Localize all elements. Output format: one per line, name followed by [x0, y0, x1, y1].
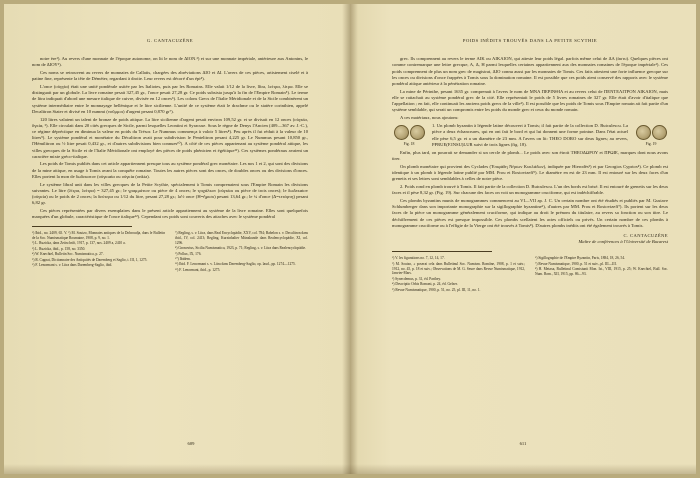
- coin-reverse-image: [410, 125, 425, 140]
- coin-description: 1. Un plomb byzantin à légende latine découvert à Tomis; il fait partie de la collection D. Butculescu. La pièce a deux échancrures, qui en ont fait le bord et qui lui donnent une forme pointue. Dans l'état actuel elle pèse 6,5 gr. et a un diamètre de 23 mm. A l'avers on lit: THEO DORO sur deux lignes; au revers, PPRUE(F.INSU)LUR suivi de trois lignes (fig. 18).: [432, 123, 628, 147]
- footnote: ¹) Ibid., no. 2409, 65. V. ²) M. Soutzo, Monnaies antiques de la Dobroudja, dans le Bulletin de la Soc. Numismatique Roumaine, 1908, p. 9, no. 1.: [32, 231, 165, 241]
- figure-19: [634, 125, 668, 147]
- page-shadow: [4, 464, 696, 474]
- paragraph: 120 litres valaient un talent de bronze de poids attique. La litre sicilienne d'argent pesait environ 109,52 gr. et se divisait en 12 onces (οὐγκία, ὄγκία, ³). Elle circulait dans 20 cités grecques de Sicile, parmi lesquelles Leontini et Syracuse. Sous le règne de Denys l'Ancien (409—367 av. J.-C.), ce régime dépréciique en diminua la valeur en poids du Trésor. Le Nummus commença à valoir 5 litres⁸). Peu après il fut réduit à la valeur de 10 litres⁹). Le système pondéral et monétaire du Décalitron avait pour subdivision le Pentelitron pesant 4,225 gr. Le Nummus pesant 10,850 gr., l'Hémilitron ou ½ litre pesait 0,432 gr., et d'autres subdivisions bien connues¹⁰). A côté de ces pièces appartenant au système pondéral attique, les villes grecques de la Sicile et de l'Italie Méridionale ont employé des pièces de poids phénicien et égéitique¹¹). Ces systèmes pondéraux avaient un caractère mixte gréco-italique.: [32, 116, 308, 159]
- paragraph: notre ère¹). Au revers d'une monnaie de l'époque autonome, on lit le nom de ΔΙΟΝ.²) et sur une monnaie impériale, antérieure aux Antonins, le nom de ΔΙΟΥ³).: [32, 56, 308, 68]
- footnote-column: [32, 231, 165, 273]
- paragraph: A ces matériaux, nous ajoutons:: [400, 115, 459, 121]
- footnote-column: [535, 256, 668, 293]
- coin-reverse-image: [652, 125, 667, 140]
- footnote: ³) L. Ruzicka, ibid., p. 158, no. 3350.: [32, 246, 86, 251]
- coin-entry: [392, 123, 668, 148]
- footnote: ⁴) Descriptio Orbis Romani, p. 24, éd. Gelzer.: [392, 282, 458, 287]
- footnote: ³) Synecdemus, p. 31, éd. Parthey.: [392, 276, 441, 281]
- footnote: ⁶) Sigillographie de l'Empire Byzantin, Paris, 1884, 18, 26, 54.: [535, 256, 626, 261]
- book-gutter: [342, 4, 358, 474]
- figure-caption: Fig. 19: [645, 141, 657, 146]
- footnote: ⁸) H. Metaxa, Bulletinul Comisiunii Mon. Ist., VIII, 1915, p. 25; W. Knechtel, Bull. Soc. Num. Rom., XII, 1915, pp. 86—93.: [535, 267, 668, 276]
- author-name: C. CANTACUZÈNE: [623, 232, 668, 238]
- footnotes-right: [392, 256, 668, 293]
- running-head-left: G. CANTACUZÈNE: [146, 38, 194, 43]
- footnote: ¹²) F. Lenormant, ibid., p. 1275.: [175, 267, 221, 272]
- coin-obverse-image: [394, 125, 409, 140]
- footnote: ⁷) Revue Numismatique, 1900, p. 51 et suiv., pl. III—III.: [535, 261, 617, 266]
- page-number-right: 611: [519, 440, 527, 446]
- book-spread: [4, 4, 696, 474]
- left-page: [4, 4, 350, 474]
- paragraph: 2. Poids rond en plomb trouvé à Tomis. Il fait partie de la collection D. Butculescu. L'un des bords est brisé. Il est entouré de grenetis sur les deux faces et il pèse 8,32 gr. (Fig. 19). Sur chacune des faces on voit un monogramme cruciforme, qui est indéchiffrable.: [392, 184, 668, 196]
- footnote-rule: [392, 251, 492, 252]
- footnote: ¹⁰) Ibidem.: [175, 257, 191, 262]
- coin-images: [394, 125, 425, 140]
- page-number-left: 609: [187, 440, 195, 446]
- figure-caption: Fig. 18: [403, 141, 415, 146]
- footnote: ⁵) R. Cagnat, Dictionnaire des Antiquités de Daremberg et Saglio, t. III, 1, 1275.: [32, 257, 148, 262]
- footnote: ⁹) Pollux, IX, 176.: [175, 251, 202, 256]
- right-page: [350, 4, 696, 474]
- footnote: ²) M. Soutzo, « poserai cela dans Bulletinul Soc. Numism. Române, 1908, p. 1 et suiv.; 1912, no. 45, p. 18 et suiv.; Observations de M. G. Seure dans Revue Numismatique, 1912, Janvier-Mars.: [392, 261, 525, 276]
- right-body: [392, 56, 668, 229]
- footnotes-left: [32, 231, 308, 273]
- footnote: ⁸) Gronovius, Sicilia Numismatica, 1923, p. 71; Regling, s. v. Litra dans Realencyclopädie.: [175, 246, 306, 251]
- footnote: ⁷) Regling, s. v. Litra, dans Real Encyclopädie, XXV, col. 784; Babelon s. v. Decalitron dans ibid., IV, col. 2413; Regling, Kurzinhalter Münzkunde dans Realencyclopädie, XI, col. 1296.: [175, 231, 308, 245]
- paragraph: Le système libral unit dans les villes grecques de la Petite Scythie, spécialement à Tomis comprenaient sous l'Empire Romain les divisions suivantes. Le litre (λίτρα, λείτρα) = 327,45 gr.; le γραμμάτιον ou pièce de 4 onces; le τριχάλκον (οὐγκίαι ou pièce de trois onces); le δωδεκαtov (οὐγκία) ou le poids de 2 onces; la δεύτερα ou 1/12 du litre, pesant 27,28 gr.; la½ once (H=ἥμισυ) pesant 13,64 gr.; le ¼ d'once (Δ=τετάρτη) pesant 6,82 gr.: [32, 181, 308, 206]
- paragraph: Enfin, plus tard, on pourrait se demander si un cercle de plomb... Le poids avec son étroit ΤΗΕΟΔΩΡΟΥ et ΠΡΩΙΕ, marques dont nous avons tirer.: [392, 150, 668, 162]
- paragraph: L'once (οὐγγία) était une unité pondérale usitée par les Italiotes, puis par les Romains. Elle valait 1/12 de la livre, lîtra, λείτρα, λίτρα. Elle se distinguait par un globule. La livre romaine pesait 327,45 gr., l'once pesait 27,28 gr. Ce poids subsista jusqu'à la fin de l'Empire Romain⁵). Le terme de litra indiquait d'abord une mesure italique de cuivre, divisée en 12 onces⁶). Les colons Grecs de l'Italie Méridionale et de la Sicile combinèrent un système intermédiaire entre le monnayage hellénique et le litre sicilienne. L'unité de ce système était le drachme ou le statère corinthien, appelé Decalitron Stater et divisé en 10 nummi (νοῦμμοι) d'argent pesant 0,870 gr⁷).: [32, 84, 308, 114]
- paragraph: grec. Ils comprennent au revers le terme ΑΙΚ ou ΑΙΚΑΙΟΝ, qui atteste leur poids légal. parfois même celui de ΔΑ (ἀστυ). Quelques pièces ont comme contremarque une lettre grecque, A, Δ, H parmi lesquelles certaines appartiennent aux des monnaies romaines de l'époque impériale¹). Ces poids comprennent de plus un nom grec de magistrat, ΔΙΟ connu aussi par les monnaies de Tomis. Ces faits attestent une forte influence grecque sur les onces ou divisions d'once frappées à Tomis sous la domination romaine. Il est possible que ces poids aient conservé des rapports avec le système pondéral attique antérieur à la pénétration romaine.: [392, 56, 668, 87]
- footnote: ⁵) Revue Numismatique, 1900, p. 51, no. 25, pl. III, 11, no. 1.: [392, 287, 481, 292]
- paragraph: On plomb monétaire qui provient des Cyclades (Ἐπιφάδη Νήσων Κυκλάδων), indiquée par Hierodès³) et par Georgios Cyprios⁴). Ce plomb est identique à un plomb à légende latine publié par MM. Prou et Rostovtzeff⁵). Le diamètre en est de 23 mm. Il est entouré sur les deux faces d'un grenetis et ses lettres sont semblables à celles de notre pièce.: [392, 163, 668, 182]
- paragraph: Ces pièces représentées par divers exemplaires dans le présent article appartiennent au système de la livre romaine. Elles sont quelquefois marquées d'un globule, caractéristique de l'once italique¹²). Cependant ces poids sont couverts des attaches avec le système pondéral: [32, 207, 308, 220]
- paragraph: Ces plombs byzantins munis de monogrammes commencent au VI—VII ap. J. C. Un certain nombre ont été étudiés et publiés par M. Gustave Schlumberger dans son importante monographie sur la sigillographie byzantine⁶), d'autres par MM. Prou et Rostovtzeff⁷). Ils portent sur les deux faces de la pièce un monogramme généralement cruciforme, qui indique au droit le prénom du titulaire, au revers sa fonction ou son titre. Le déchiffrement de ces pièces est presque impossible. Ces plombs scellaient les actes officiels ou privés. Un certain nombre de ces plombs à monogramme cruciforme ou à l'effigie de la Vierge ont été trouvés à Tomis⁸). D'autres plombs inédits ont été également trouvés à Tomis.: [392, 197, 668, 228]
- footnote: ²) L. Ruzicka, dans Zeitschrift, 1917, p. 137, nos. 2409 a, 2410 a.: [32, 241, 126, 246]
- author-signature: [392, 233, 668, 245]
- paragraph: Les poids de Tomis publiés dans cet article appartiennent presque tous au système pondéral grec monétaire. Les nos 1 et 2, qui sont des divisions de la mine attique, en usage à Tomis avant la conquête romaine. Toutes les autres pièces sont des onces, de doubles onces ou des divisions d'onces. Elles portent la mon de δωδεκατον (οὐγκιαία ou οὐγκία (onkia).: [32, 161, 308, 179]
- left-body: [32, 56, 308, 220]
- coin-obverse-image: [636, 125, 651, 140]
- footnote-column: [175, 231, 308, 273]
- footnote: ¹¹) Ibid. F. Lenormant s. v. Litra dans Daremberg-Saglio, op. laud., pp. 1274—1275.: [175, 262, 296, 267]
- paragraph: Ces noms se retrouvent au revers de monnaies de Callatis, chargées des abréviations ΔΙΟ et ΔΙ. L'avers de ces pièces, artistement ciselé et à patine fine, représente la tête de Déméter, regardant à droite. Leur revers est décoré d'un épi⁴).: [32, 70, 308, 82]
- figure-18: [392, 125, 426, 147]
- footnote: ⁴) W. Knechtel, Bulletin Soc. Numismatica, p. 27.: [32, 252, 104, 257]
- footnote-rule: [32, 226, 132, 227]
- author-affiliation: Maître de conférences à l'Université de Bucarest: [578, 239, 668, 245]
- footnote-column: [392, 256, 525, 293]
- footnote: ⁶) F. Lenormant s. v. Litra dans Daremberg-Saglio, ibid.: [32, 263, 113, 268]
- paragraph: La mine de Périnthe, pesant 1635 gr. comprenait à l'avers le nom de ΜΝΑ ΠΕΡΙΝΘΙΑ et au revers celui de ΠΕΝΤΕΛΙΤΡΟΝ ΑΙΚΑΙΟΝ, mais elle se rattachait au système pondéral grec de la cité. Elle représentait le poids de 5 livres romaines de 327 gr. Elle était d'avoir d'italique que l'appellation ; en fait, elle continuait les anciens poids grecs de la ville²). Il est possible que les poids de Tomis sous l'Empire romain ait fait partie d'un système semblable, qui serait un compromis entre les poids du monde grec et ceux du monde romain.: [392, 88, 668, 113]
- coin-images: [636, 125, 667, 140]
- running-head-right: POIDS INÉDITS TROUVÉS DANS LA PETITE SCYTHIE: [462, 38, 598, 43]
- footnote: ¹) V. les figurations no. 7, 12, 14, 17.: [392, 256, 445, 261]
